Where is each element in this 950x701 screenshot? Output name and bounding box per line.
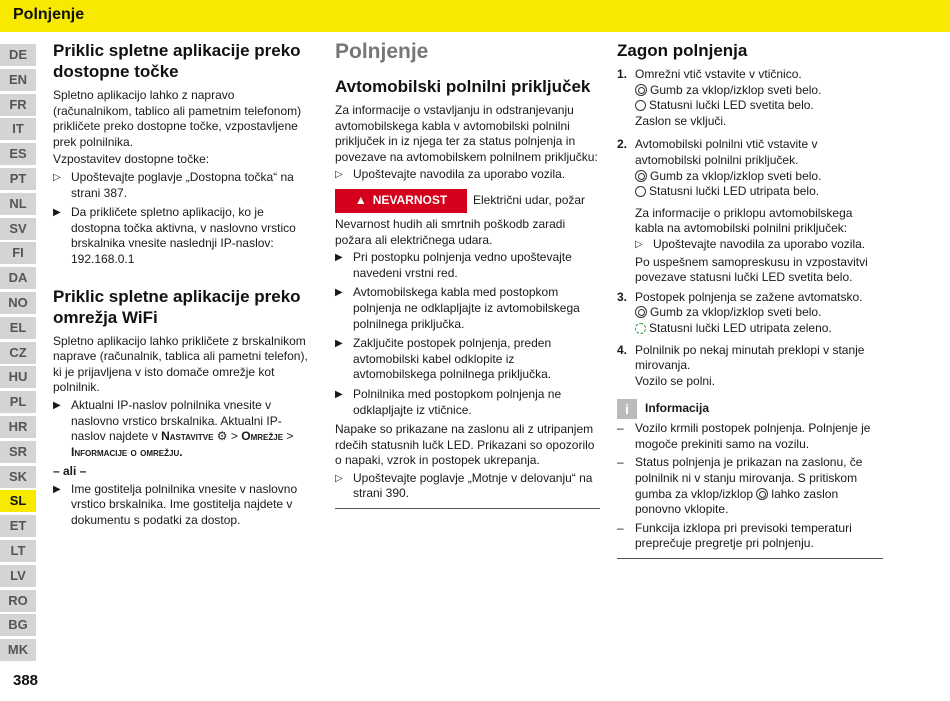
info-item-text: Funkcija izklopa pri previsoki temperaturi preprečuje pregretje pri polnjenju. xyxy=(635,520,852,551)
info-icon: i xyxy=(617,399,637,419)
info-label: Informacija xyxy=(645,401,710,416)
language-tabs xyxy=(0,44,36,664)
language-tab-de[interactable]: DE xyxy=(0,44,36,66)
language-tab-hr[interactable]: HR xyxy=(0,416,36,438)
column-middle xyxy=(335,40,600,509)
language-tab-pl[interactable]: PL xyxy=(0,391,36,413)
list-item-text: Upoštevajte navodila za uporabo vozila. xyxy=(353,167,566,182)
step-result: Vozilo se polni. xyxy=(635,373,716,388)
step-result-text: Zaslon se vključi. xyxy=(635,113,727,128)
heading-access-point: Priklic spletne aplikacije preko dostopne točke xyxy=(53,41,301,81)
language-tab-sl[interactable]: SL xyxy=(0,490,36,512)
step-number: 1. xyxy=(617,67,628,81)
language-tab-sr[interactable]: SR xyxy=(0,441,36,463)
paragraph: Za informacije o vstavljanju in odstranjevanju avtomobilskega kabla v avtomobilski polnilni priključek in iz njega ter za status polnjenja in povezave na avtomobilskem polnilnem priključku: xyxy=(335,103,598,164)
triangle-filled-icon: ▶ xyxy=(335,388,343,400)
language-tab-fi[interactable]: FI xyxy=(0,242,36,264)
language-tab-nl[interactable]: NL xyxy=(0,193,36,215)
menu-path-network: Omrežje xyxy=(241,429,284,444)
step-text: Postopek polnjenja se zažene avtomatsko. xyxy=(635,289,863,304)
list-item-text: Upoštevajte poglavje „Dostopna točka“ na strani 387. xyxy=(71,169,294,200)
column-right xyxy=(617,40,883,559)
heading-vehicle-port: Avtomobilski polnilni priključek xyxy=(335,77,591,96)
step-result-text: Statusni lučki LED utripata belo. xyxy=(649,184,820,199)
power-button-icon xyxy=(635,306,647,318)
list-item xyxy=(53,482,315,529)
info-item xyxy=(617,421,883,452)
language-tab-lv[interactable]: LV xyxy=(0,565,36,587)
step-result xyxy=(617,98,883,114)
language-tab-cz[interactable]: CZ xyxy=(0,342,36,364)
info-item-text: lahko zaslon ponovno vklopite. xyxy=(635,486,839,517)
gear-icon: ⚙ xyxy=(216,429,228,444)
step-result xyxy=(617,114,883,130)
language-tab-bg[interactable]: BG xyxy=(0,614,36,636)
list-item xyxy=(335,285,600,332)
list-item xyxy=(335,387,600,418)
warning-triangle-icon: ▲ xyxy=(354,193,367,208)
list-item-text: Zaključite postopek polnjenja, preden avtomobilski kabel odklopite iz avtomobilskega polnilnega priključka. xyxy=(353,336,552,382)
step-note: Po uspešnem samopreskusu in vzpostavitvi povezave statusni lučki LED svetita belo. xyxy=(635,254,868,285)
step-result xyxy=(617,83,883,99)
list-item-text: Avtomobilskega kabla med postopkom polnjenja ne odklapljajte iz avtomobilskega polnilnega priključka. xyxy=(353,285,580,331)
paragraph: Spletno aplikacijo lahko prikličete z brskalnikom naprave (računalnik, tablica ali pametni telefon), ki je prijavljena v isto domače omrežje kot polnilnik. xyxy=(53,333,308,395)
dash-marker: – xyxy=(617,421,624,436)
header-bar xyxy=(0,0,950,32)
list-item xyxy=(335,167,600,183)
list-item-text: Upoštevajte navodila za uporabo vozila. xyxy=(653,236,866,251)
language-tab-fr[interactable]: FR xyxy=(0,94,36,116)
step-2 xyxy=(617,137,883,168)
triangle-filled-icon: ▶ xyxy=(53,483,61,495)
language-tab-lt[interactable]: LT xyxy=(0,540,36,562)
section-title: Polnjenje xyxy=(335,40,429,63)
list-item-text: Pri postopku polnjenja vedno upoštevajte navedeni vrstni red. xyxy=(353,250,572,280)
triangle-filled-icon: ▶ xyxy=(53,207,61,219)
step-result-text: Gumb za vklop/izklop sveti belo. xyxy=(650,305,822,320)
list-item xyxy=(335,471,600,502)
language-tab-sk[interactable]: SK xyxy=(0,466,36,488)
language-tab-hu[interactable]: HU xyxy=(0,366,36,388)
step-result xyxy=(617,321,883,337)
step-result-text: Statusni lučki LED svetita belo. xyxy=(649,98,814,113)
list-item xyxy=(53,170,315,201)
triangle-outline-icon: ▷ xyxy=(53,171,61,183)
step-note: Za informacije o priklopu avtomobilskega kabla na avtomobilski polnilni priključek: xyxy=(635,205,853,236)
step-4 xyxy=(617,343,883,374)
step-result-text: Statusni lučki LED utripata zeleno. xyxy=(649,320,832,335)
info-item-text: Vozilo krmili postopek polnjenja. Polnjenje je mogoče prekiniti samo na vozilu. xyxy=(635,421,871,451)
step-result-text: Gumb za vklop/izklop sveti belo. xyxy=(650,168,822,183)
list-item-text: Da prikličete spletno aplikacijo, ko je dostopna točka aktivna, v naslovno vrstico brskalnika vnesite naslednji IP-naslov: 192.168.0.1 xyxy=(71,205,296,266)
danger-badge xyxy=(335,189,467,213)
triangle-outline-icon: ▷ xyxy=(335,169,343,181)
language-tab-da[interactable]: DA xyxy=(0,267,36,289)
list-item xyxy=(53,205,315,267)
step-text: Polnilnik po nekaj minutah preklopi v stanje mirovanja. xyxy=(635,342,865,373)
menu-path-settings: Nastavitve xyxy=(161,429,214,444)
step-number: 3. xyxy=(617,289,628,304)
step-number: 4. xyxy=(617,342,628,357)
step-result-text: Gumb za vklop/izklop sveti belo. xyxy=(650,82,822,97)
or-separator: – ali – xyxy=(53,464,87,479)
step-result xyxy=(617,305,883,321)
triangle-outline-icon: ▷ xyxy=(335,472,343,484)
triangle-filled-icon: ▶ xyxy=(335,287,343,299)
page-number: 388 xyxy=(13,672,39,689)
list-item xyxy=(635,237,883,253)
language-tab-mk[interactable]: MK xyxy=(0,639,36,661)
language-tab-ro[interactable]: RO xyxy=(0,590,36,612)
triangle-outline-icon: ▷ xyxy=(635,238,643,250)
heading-wifi: Priklic spletne aplikacije preko omrežja WiFi xyxy=(53,286,301,327)
list-item xyxy=(335,336,600,383)
list-item xyxy=(53,398,315,460)
step-number: 2. xyxy=(617,137,628,152)
step-text: Omrežni vtič vstavite v vtičnico. xyxy=(635,67,802,81)
list-item-text: Polnilnika med postopkom polnjenja ne odklapljajte iz vtičnice. xyxy=(353,386,562,417)
heading-start-charging: Zagon polnjenja xyxy=(617,41,748,60)
step-3 xyxy=(617,290,883,306)
list-item-text: Upoštevajte poglavje „Motnje v delovanju“ na strani 390. xyxy=(353,470,593,501)
paragraph: Spletno aplikacijo lahko z napravo (računalnikom, tablico ali pametnim telefonom) prikličete preko dostopne točke, vzpostavljene prek polnilnika. xyxy=(53,88,302,149)
info-item xyxy=(617,521,883,552)
dash-marker: – xyxy=(617,520,624,535)
danger-title: Električni udar, požar xyxy=(473,193,586,208)
step-result xyxy=(617,184,883,200)
step-result xyxy=(617,169,883,185)
language-tab-pt[interactable]: PT xyxy=(0,168,36,190)
danger-notice xyxy=(335,189,600,213)
status-led-icon xyxy=(635,186,646,197)
list-item xyxy=(335,250,600,281)
list-item-text: Ime gostitelja polnilnika vnesite v naslovno vrstico brskalnika. Ime gostitelja najdete v dokumentu s podatki za dostop. xyxy=(71,481,298,528)
language-tab-no[interactable]: NO xyxy=(0,292,36,314)
language-tab-en[interactable]: EN xyxy=(0,69,36,91)
menu-path-network-info: Informacije o omrežju. xyxy=(71,444,183,459)
language-tab-es[interactable]: ES xyxy=(0,143,36,165)
power-button-icon xyxy=(635,84,647,96)
menu-path-separator: > xyxy=(286,429,294,444)
paragraph: Nevarnost hudih ali smrtnih poškodb zaradi požara ali električnega udara. xyxy=(335,216,566,247)
info-header xyxy=(617,399,883,419)
status-led-green-icon xyxy=(635,323,646,334)
language-tab-et[interactable]: ET xyxy=(0,515,36,537)
triangle-filled-icon: ▶ xyxy=(335,252,343,264)
language-tab-it[interactable]: IT xyxy=(0,118,36,140)
paragraph: Napake so prikazane na zaslonu ali z utripanjem rdečih statusnih lučk LED. Prikazani so opozorilo o napaki, vzrok in postopek ukrepanja. xyxy=(335,422,595,468)
info-item-text: Status polnjenja je prikazan na zaslonu, če polnilnik ni v stanju mirovanja. S pritiskom gumba za vklop/izklop xyxy=(635,455,863,501)
triangle-filled-icon: ▶ xyxy=(335,338,343,350)
language-tab-sv[interactable]: SV xyxy=(0,218,36,240)
header-title: Polnjenje xyxy=(13,6,85,23)
step-1 xyxy=(617,67,883,83)
power-button-icon xyxy=(635,170,647,182)
list-item-text: Aktualni IP-naslov polnilnika vnesite v naslovno vrstico brskalnika. Aktualni IP-naslov najdete v xyxy=(71,397,282,444)
dash-marker: – xyxy=(617,455,624,470)
language-tab-el[interactable]: EL xyxy=(0,317,36,339)
divider xyxy=(617,558,883,559)
step-text: Avtomobilski polnilni vtič vstavite v avtomobilski polnilni priključek. xyxy=(635,137,818,167)
power-button-icon xyxy=(756,488,768,500)
menu-path-separator: > xyxy=(230,429,238,444)
danger-label: NEVARNOST xyxy=(372,193,448,208)
status-led-icon xyxy=(635,100,646,111)
triangle-filled-icon: ▶ xyxy=(53,399,61,411)
info-item xyxy=(617,455,883,517)
paragraph: Vzpostavitev dostopne točke: xyxy=(53,152,210,167)
column-left xyxy=(53,40,315,533)
divider xyxy=(335,508,600,509)
